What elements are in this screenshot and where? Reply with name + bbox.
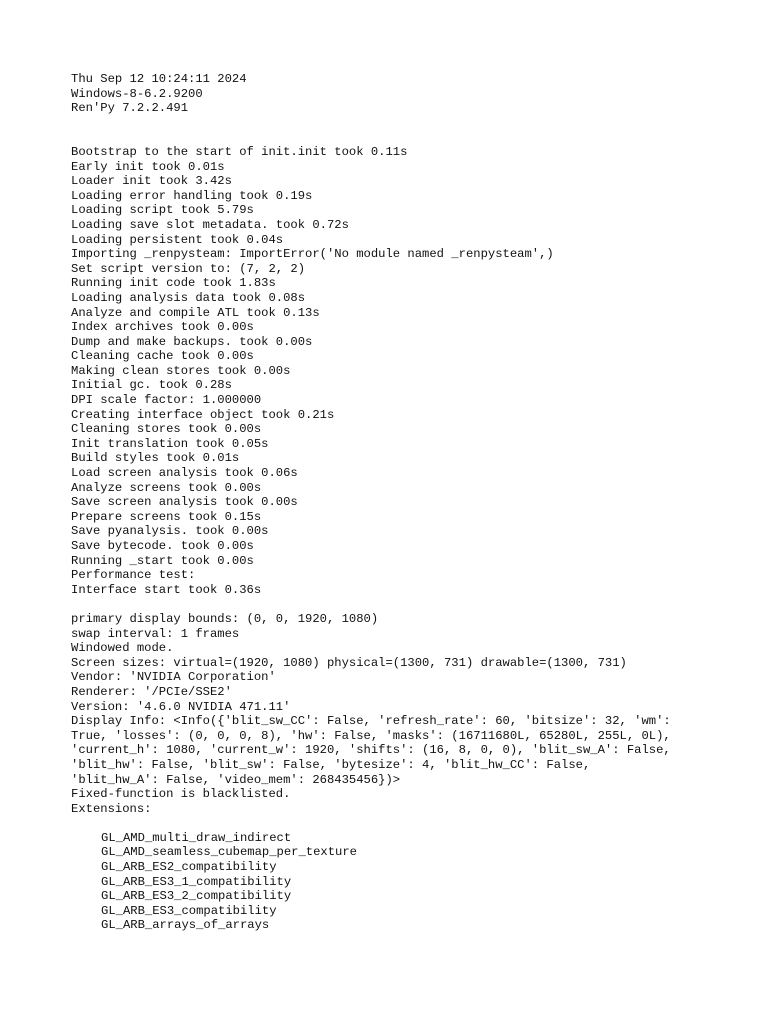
extensions-list: [71, 831, 751, 933]
extension-item: GL_ARB_ES3_compatibility: [101, 903, 277, 918]
log-line: Index archives took 0.00s: [71, 320, 254, 335]
log-line: Analyze screens took 0.00s: [71, 480, 262, 495]
log-line: Windowed mode.: [71, 641, 174, 656]
extension-item: GL_ARB_ES3_2_compatibility: [101, 889, 292, 904]
extension-item: GL_ARB_ES3_1_compatibility: [101, 874, 292, 889]
extension-item: GL_AMD_seamless_cubemap_per_texture: [101, 845, 357, 860]
platform-line: Windows-8-6.2.9200: [71, 86, 203, 101]
extension-item: GL_ARB_arrays_of_arrays: [101, 918, 270, 933]
log-line: Cleaning stores took 0.00s: [71, 422, 262, 437]
init-log-section: [71, 145, 751, 597]
log-line: Loading persistent took 0.04s: [71, 232, 284, 247]
log-line: 'current_h': 1080, 'current_w': 1920, 'shifts': (16, 8, 0, 0), 'blit_sw_A': False,: [71, 743, 671, 758]
log-line: Making clean stores took 0.00s: [71, 363, 291, 378]
extension-item: GL_AMD_multi_draw_indirect: [101, 830, 292, 845]
log-line: 'blit_hw_A': False, 'video_mem': 268435456})>: [71, 772, 401, 787]
log-line: Version: '4.6.0 NVIDIA 471.11': [71, 699, 291, 714]
log-line: Loading save slot metadata. took 0.72s: [71, 217, 349, 232]
log-line: Bootstrap to the start of init.init took 0.11s: [71, 144, 408, 159]
log-line: Extensions:: [71, 801, 152, 816]
spacer: [71, 116, 751, 145]
log-line: Loading error handling took 0.19s: [71, 188, 313, 203]
log-line: primary display bounds: (0, 0, 1920, 1080): [71, 611, 379, 626]
log-line: Vendor: 'NVIDIA Corporation': [71, 670, 276, 685]
log-line: Build styles took 0.01s: [71, 451, 240, 466]
log-line: Performance test:: [71, 568, 196, 583]
log-line: Save pyanalysis. took 0.00s: [71, 524, 269, 539]
log-line: True, 'losses': (0, 0, 0, 8), 'hw': False, 'masks': (16711680L, 65280L, 255L, 0L),: [71, 728, 671, 743]
display-log-section: [71, 612, 751, 816]
log-document: [71, 72, 751, 933]
log-line: Init translation took 0.05s: [71, 436, 269, 451]
log-line: Renderer: '/PCIe/SSE2': [71, 684, 232, 699]
spacer: [71, 816, 751, 831]
log-line: Display Info: <Info({'blit_sw_CC': False, 'refresh_rate': 60, 'bitsize': 32, 'wm':: [71, 714, 671, 729]
log-line: Set script version to: (7, 2, 2): [71, 261, 306, 276]
log-line: Cleaning cache took 0.00s: [71, 349, 254, 364]
log-line: 'blit_hw': False, 'blit_sw': False, 'bytesize': 4, 'blit_hw_CC': False,: [71, 757, 591, 772]
log-line: Running _start took 0.00s: [71, 553, 254, 568]
version-line: Ren'Py 7.2.2.491: [71, 101, 189, 116]
log-line: Fixed-function is blacklisted.: [71, 787, 291, 802]
log-line: Importing _renpysteam: ImportError('No module named _renpysteam',): [71, 247, 554, 262]
log-line: Interface start took 0.36s: [71, 582, 262, 597]
log-line: Creating interface object took 0.21s: [71, 407, 335, 422]
log-line: Initial gc. took 0.28s: [71, 378, 232, 393]
log-line: swap interval: 1 frames: [71, 626, 240, 641]
log-line: Load screen analysis took 0.06s: [71, 466, 298, 481]
spacer: [71, 597, 751, 612]
extension-item: GL_ARB_ES2_compatibility: [101, 860, 277, 875]
log-line: Analyze and compile ATL took 0.13s: [71, 305, 320, 320]
log-line: Loader init took 3.42s: [71, 174, 232, 189]
log-header: [71, 72, 751, 116]
log-line: Prepare screens took 0.15s: [71, 509, 262, 524]
log-line: Save screen analysis took 0.00s: [71, 495, 298, 510]
log-line: Loading analysis data took 0.08s: [71, 290, 306, 305]
log-line: Dump and make backups. took 0.00s: [71, 334, 313, 349]
log-line: Running init code took 1.83s: [71, 276, 276, 291]
log-line: Save bytecode. took 0.00s: [71, 539, 254, 553]
log-line: Screen sizes: virtual=(1920, 1080) physical=(1300, 731) drawable=(1300, 731): [71, 655, 627, 670]
log-line: Early init took 0.01s: [71, 159, 225, 174]
log-line: Loading script took 5.79s: [71, 203, 254, 218]
timestamp-line: Thu Sep 12 10:24:11 2024: [71, 72, 247, 86]
log-line: DPI scale factor: 1.000000: [71, 393, 262, 408]
